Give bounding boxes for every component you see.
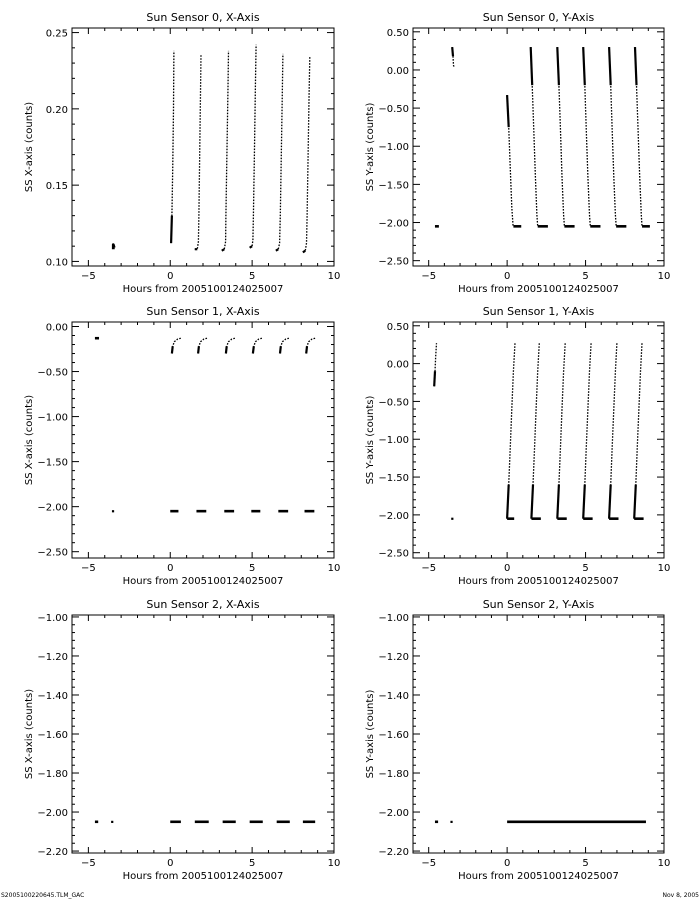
x-tick-label: 0 (167, 271, 174, 282)
chart-panel-0 (24, 11, 340, 295)
y-tick-label: −2.00 (37, 808, 68, 820)
footer-date: Nov 8, 2005 (662, 892, 699, 899)
y-tick-label: −2.00 (378, 510, 409, 522)
chart-title: Sun Sensor 1, X-Axis (146, 305, 260, 318)
x-tick-label: −5 (421, 563, 437, 574)
chart-panel-1 (365, 11, 670, 295)
data-trace-dense-4 (250, 246, 252, 248)
chart-title: Sun Sensor 2, X-Axis (146, 598, 260, 611)
y-axis-label: SS Y-axis (counts) (365, 395, 376, 485)
data-series-group (95, 338, 315, 512)
x-tick-label: 5 (248, 271, 256, 282)
x-tick-label: 10 (327, 858, 341, 869)
data-trace-dense-0 (434, 371, 435, 386)
x-tick-label: 0 (503, 271, 511, 282)
y-tick-label: 0.20 (45, 104, 68, 116)
y-tick-label: −1.80 (37, 769, 68, 781)
data-series-group (435, 47, 650, 226)
x-tick-label: −5 (81, 563, 96, 574)
y-tick-label: −0.50 (378, 104, 409, 116)
x-tick-label: 10 (327, 271, 341, 282)
data-series-group (95, 821, 315, 823)
x-tick-label: −5 (421, 858, 437, 869)
data-trace-dense-2 (507, 485, 509, 519)
data-trace-dense-12 (635, 47, 637, 85)
data-trace-dense-6 (557, 47, 559, 85)
x-tick-label: 5 (248, 858, 256, 869)
y-tick-label: −2.00 (378, 218, 409, 230)
data-trace-dense-6 (557, 485, 559, 519)
data-trace-dense-4 (226, 346, 227, 353)
chart-panel-3 (365, 305, 670, 587)
y-tick-label: −0.50 (378, 397, 409, 409)
y-tick-label: −1.00 (37, 612, 68, 624)
x-tick-label: 10 (327, 563, 341, 574)
y-tick-label: −2.00 (37, 502, 68, 514)
x-axis-label: Hours from 200510012402500​7 (122, 576, 284, 587)
data-trace-3 (222, 51, 229, 251)
data-trace-dense-6 (303, 251, 305, 253)
x-tick-label: −5 (81, 858, 96, 869)
data-series-group (435, 821, 646, 823)
y-tick-label: −1.20 (378, 651, 409, 663)
y-tick-label: −2.50 (37, 547, 68, 559)
y-tick-label: −1.50 (378, 180, 409, 192)
x-tick-label: 5 (582, 563, 589, 574)
data-series-group (434, 343, 643, 520)
data-trace-dense-8 (583, 485, 585, 519)
y-axis-label: SS X-axis (counts) (24, 688, 35, 780)
data-trace-5 (276, 54, 283, 251)
footer-filename: S2005100220645.TLM_GAC (1, 892, 85, 899)
y-tick-label: −1.80 (378, 769, 409, 781)
y-axis-label: SS Y-axis (counts) (365, 102, 376, 192)
y-tick-label: −1.50 (378, 473, 409, 485)
plot-frame (72, 615, 334, 853)
data-trace-dense-6 (280, 346, 281, 353)
y-axis-label: SS Y-axis (counts) (365, 689, 376, 779)
y-tick-label: −1.00 (378, 435, 409, 447)
x-tick-label: 0 (503, 858, 511, 869)
plot-frame (413, 322, 664, 558)
y-tick-label: −1.50 (37, 457, 68, 469)
data-trace-dense-2 (172, 346, 173, 353)
chart-title: Sun Sensor 0, Y-Axis (482, 11, 595, 24)
data-trace-dense-2 (507, 95, 509, 127)
data-point-1 (450, 821, 452, 823)
x-axis-label: Hours from 200510012402500​7 (122, 284, 284, 295)
y-tick-label: −1.40 (378, 690, 409, 702)
data-trace-dense-1 (452, 47, 453, 56)
data-trace-2 (195, 54, 201, 249)
data-trace-4 (250, 45, 256, 248)
data-point-1 (112, 510, 114, 512)
x-tick-label: −5 (81, 271, 96, 282)
plot-frame (413, 28, 664, 266)
chart-panel-4 (24, 598, 340, 882)
data-trace-dense-12 (634, 485, 636, 519)
y-tick-label: 0.00 (386, 65, 409, 77)
y-tick-label: 0.50 (386, 27, 409, 39)
x-tick-label: 5 (248, 563, 256, 574)
plot-frame (72, 28, 334, 266)
x-tick-label: 10 (657, 271, 671, 282)
data-trace-dense-8 (583, 47, 585, 85)
x-axis-label: Hours from 200510012402500​7 (458, 576, 619, 587)
y-tick-label: −1.00 (37, 412, 68, 424)
x-tick-label: 10 (657, 858, 671, 869)
y-tick-label: 0.00 (45, 322, 68, 334)
data-point-1 (451, 518, 453, 520)
y-tick-label: −0.50 (37, 367, 68, 379)
x-tick-label: 10 (657, 563, 671, 574)
chart-title: Sun Sensor 1, Y-Axis (482, 305, 595, 318)
y-tick-label: −2.20 (37, 847, 68, 859)
data-trace-dense-10 (609, 485, 611, 519)
data-cluster-0 (113, 245, 114, 250)
x-tick-label: 5 (582, 271, 589, 282)
y-tick-label: 0.15 (45, 181, 68, 193)
data-trace-dense-4 (531, 47, 533, 85)
y-tick-label: −1.40 (37, 690, 68, 702)
x-tick-label: −5 (421, 271, 437, 282)
data-trace-1 (171, 51, 174, 243)
x-axis-label: Hours from 200510012402500​7 (458, 284, 619, 295)
plot-frame (413, 615, 664, 853)
data-trace-dense-1 (171, 216, 172, 243)
chart-title: Sun Sensor 2, Y-Axis (482, 598, 595, 611)
data-trace-dense-7 (306, 346, 307, 353)
y-tick-label: −2.00 (378, 808, 409, 820)
data-trace-6 (303, 57, 310, 252)
y-tick-label: −1.20 (37, 651, 68, 663)
y-axis-label: SS X-axis (counts) (24, 394, 35, 486)
chart-panel-2 (24, 305, 340, 587)
x-tick-label: 0 (167, 858, 174, 869)
data-trace-dense-4 (531, 485, 533, 519)
y-tick-label: 0.00 (386, 359, 409, 371)
x-tick-label: 0 (167, 563, 174, 574)
y-tick-label: 0.25 (45, 28, 68, 40)
y-tick-label: −1.00 (378, 612, 409, 624)
y-tick-label: −2.50 (378, 256, 409, 268)
y-axis-label: SS X-axis (counts) (24, 101, 35, 193)
y-tick-label: 0.10 (45, 257, 68, 269)
chart-panel-5 (365, 598, 670, 882)
data-trace-dense-3 (198, 346, 199, 353)
y-tick-label: −2.20 (378, 847, 409, 859)
data-point-1 (111, 821, 113, 823)
y-tick-label: −2.50 (378, 548, 409, 560)
y-tick-label: 0.50 (386, 321, 409, 333)
x-tick-label: 0 (503, 563, 511, 574)
chart-title: Sun Sensor 0, X-Axis (146, 11, 260, 24)
data-series-group (113, 45, 309, 253)
y-tick-label: −1.00 (378, 142, 409, 154)
x-tick-label: 5 (582, 858, 589, 869)
x-axis-label: Hours from 200510012402500​7 (122, 871, 284, 882)
plot-frame (72, 322, 334, 558)
x-axis-label: Hours from 200510012402500​7 (458, 871, 619, 882)
data-trace-dense-5 (276, 249, 278, 251)
data-trace-dense-5 (253, 346, 254, 353)
y-tick-label: −1.60 (37, 730, 68, 741)
data-trace-dense-10 (609, 47, 611, 85)
y-tick-label: −1.60 (378, 730, 409, 741)
data-trace-dense-3 (222, 249, 225, 251)
